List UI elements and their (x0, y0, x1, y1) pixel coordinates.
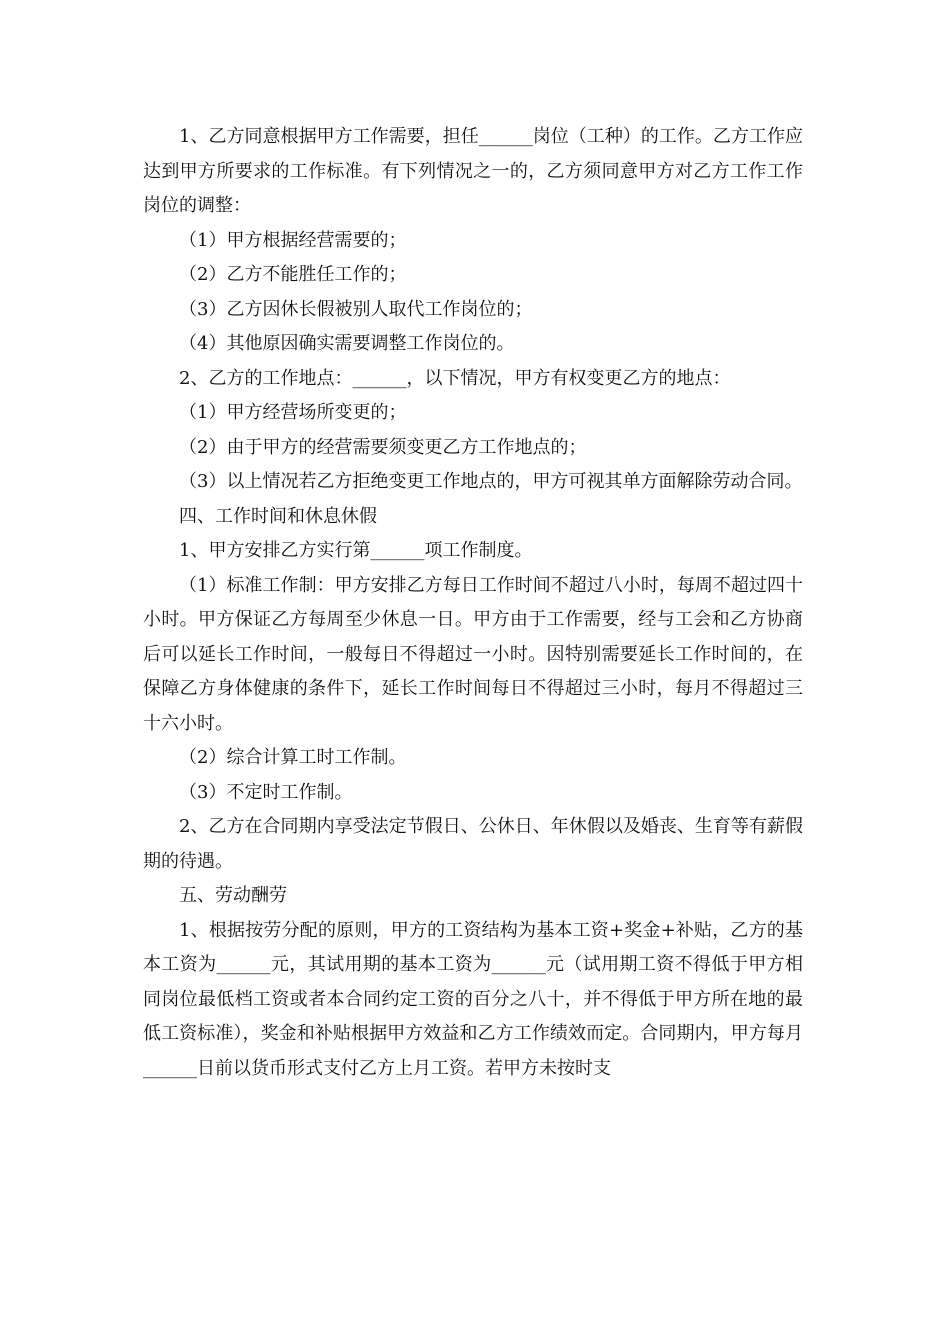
section-heading-work-hours: 四、工作时间和休息休假 (179, 505, 377, 527)
list-item: （3）乙方因休长假被别人取代工作岗位的； (179, 298, 533, 320)
list-item: （3）以上情况若乙方拒绝变更工作地点的，甲方可视其单方面解除劳动合同。 (179, 471, 803, 492)
clause-2-work-location: 2、乙方的工作地点：______，以下情况，甲方有权变更乙方的地点： (179, 367, 731, 389)
list-item: （2）由于甲方的经营需要须变更乙方工作地点的； (179, 436, 587, 458)
list-item: （1）甲方经营场所变更的； (179, 402, 407, 423)
clause-1-job-position: 1、乙方同意根据甲方工作需要，担任______岗位（工种）的工作。乙方工作应达到甲方所要求的工作标准。有下列情况之一的，乙方须同意甲方对乙方工作工作岗位的调整： (143, 126, 803, 216)
list-item: （2）综合计算工时工作制。 (179, 747, 407, 768)
list-item: （3）不定时工作制。 (179, 781, 353, 803)
list-item: （1）标准工作制：甲方安排乙方每日工作时间不超过八小时，每周不超过四十小时。甲方保证乙方每周至少休息一日。甲方由于工作需要，经与工会和乙方协商后可以延长工作时间，一般每日不得超过一小时。因特别需要延长工作时间的，在保障乙方身体健康的条件下，延长工作时间每日不得超过三小时，每月不得超过三十六小时。 (143, 574, 803, 734)
section-heading-compensation: 五、劳动酬劳 (179, 885, 287, 906)
list-item: （2）乙方不能胜任工作的； (179, 264, 407, 285)
document-body (143, 120, 803, 1086)
list-item: （4）其他原因确实需要调整工作岗位的。 (179, 333, 515, 354)
list-item: （1）甲方根据经营需要的； (179, 229, 407, 251)
clause-2-holidays: 2、乙方在合同期内享受法定节假日、公休日、年休假以及婚丧、生育等有薪假期的待遇。 (143, 816, 803, 872)
clause-1-salary: 1、根据按劳分配的原则，甲方的工资结构为基本工资+奖金+补贴，乙方的基本工资为______元，其试用期的基本工资为______元（试用期工资不得低于甲方相同岗位最低档工资或者本合同约定工资的百分之八十，并不得低于甲方所在地的最低工资标准），奖金和补贴根据甲方效益和乙方工作绩效而定。合同期内，甲方每月______日前以货币形式支付乙方上月工资。若甲方未按时支 (143, 919, 803, 1079)
clause-1-work-system: 1、甲方安排乙方实行第______项工作制度。 (179, 540, 533, 561)
